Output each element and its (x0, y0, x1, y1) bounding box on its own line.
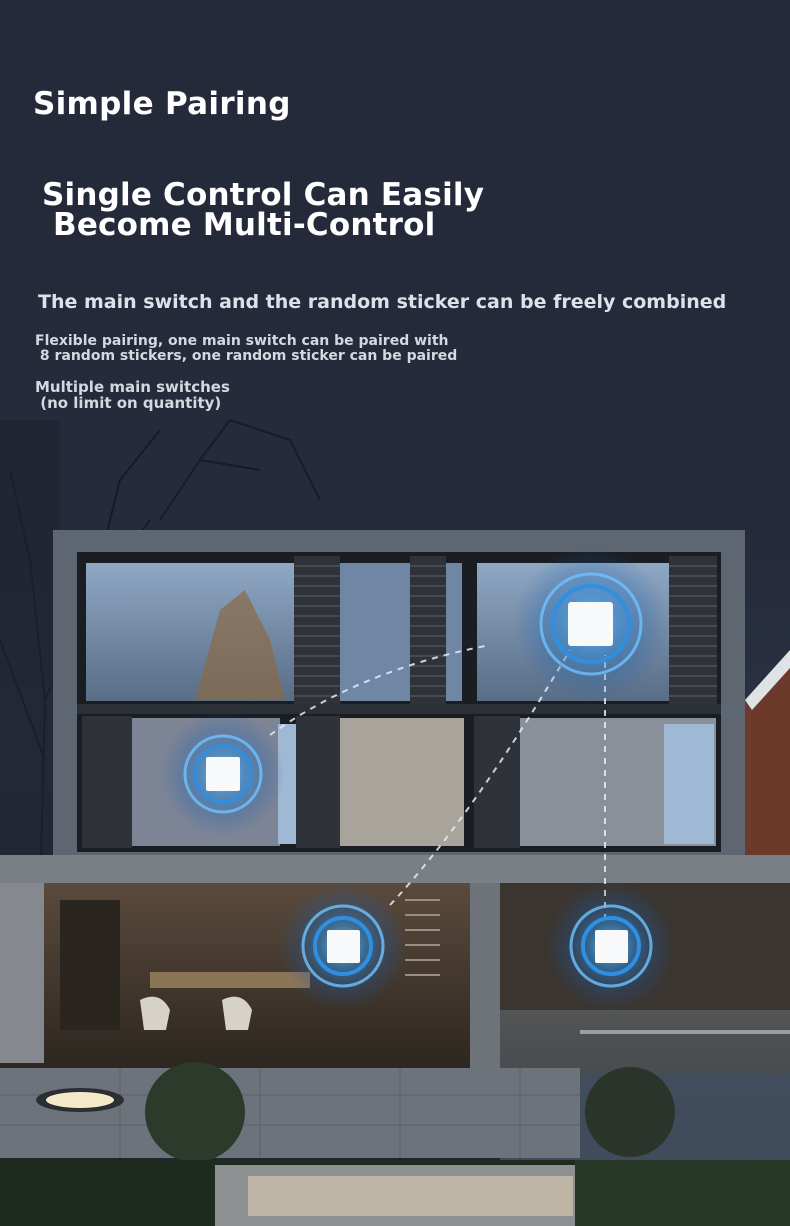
switch-icon (327, 930, 360, 963)
switch-icon (595, 930, 628, 963)
headline: Single Control Can Easily Become Multi-Control (42, 177, 485, 243)
page-title: Simple Pairing (33, 86, 291, 122)
switch-icon (206, 757, 240, 791)
switch-icon (568, 602, 613, 646)
pairing-note: Flexible pairing, one main switch can be paired with 8 random stickers, one random sticker can be paired (35, 333, 458, 364)
multi-switch-note: Multiple main switches (no limit on quantity) (35, 378, 230, 412)
subheadline: The main switch and the random sticker can be freely combined (38, 291, 727, 313)
